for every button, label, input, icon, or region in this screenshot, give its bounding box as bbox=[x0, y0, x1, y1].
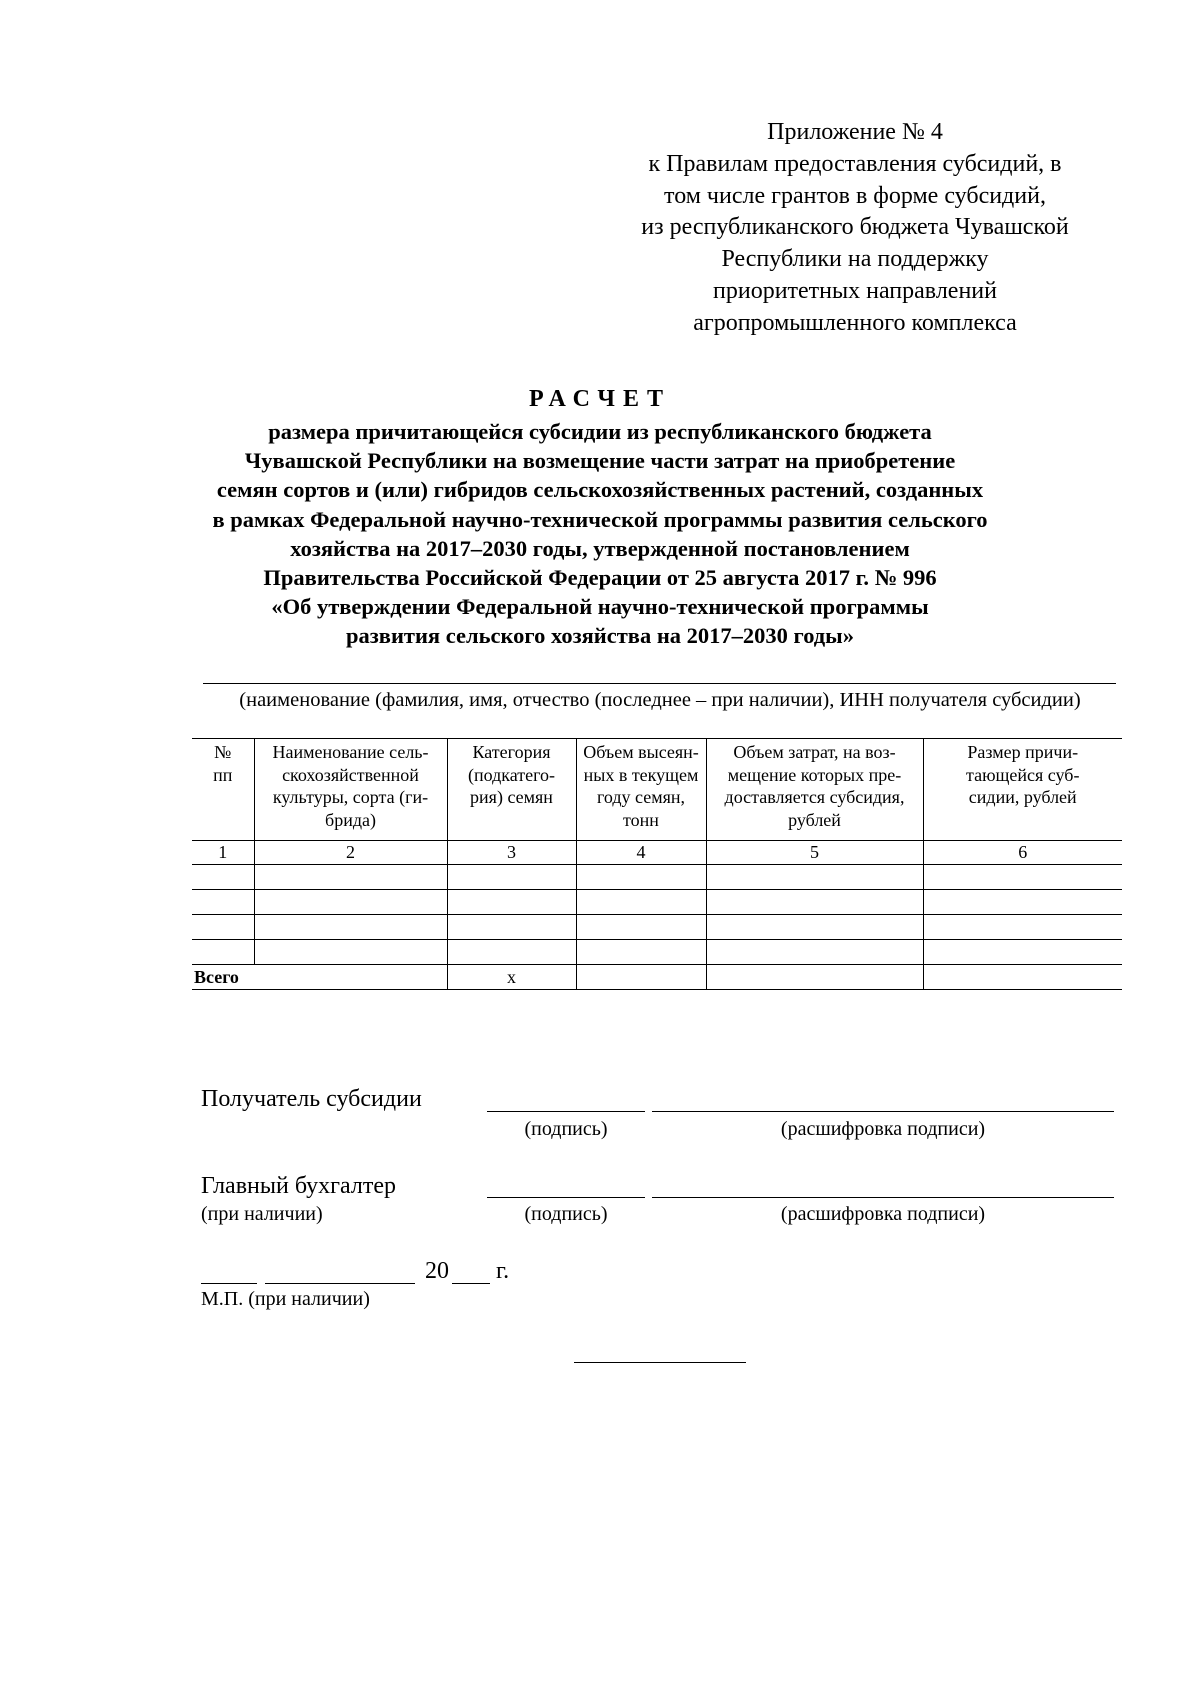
subtitle-line: семян сортов и (или) гибридов сельскохозяйственных растений, созданных bbox=[216, 477, 984, 503]
recipient-signature-caption: (подпись) bbox=[524, 1118, 608, 1140]
table-cell[interactable] bbox=[923, 890, 1122, 915]
accountant-note: (при наличии) bbox=[201, 1203, 323, 1225]
table-cell[interactable] bbox=[706, 865, 923, 890]
recipient-name-caption: (наименование (фамилия, имя, отчество (последнее – при наличии), ИНН получателя субсидии) bbox=[239, 689, 1081, 711]
subtitle-line: размера причитающейся субсидии из республиканского бюджета bbox=[268, 419, 932, 444]
table-cell[interactable] bbox=[706, 890, 923, 915]
table-cell[interactable] bbox=[923, 940, 1122, 965]
table-cell[interactable] bbox=[447, 940, 576, 965]
subtitle-line: развития сельского хозяйства на 2017–2030 годы» bbox=[346, 623, 854, 649]
table-row bbox=[192, 915, 1122, 940]
total-subsidy-cell[interactable] bbox=[923, 965, 1122, 990]
column-number: 3 bbox=[447, 841, 576, 865]
accountant-signature-caption: (подпись) bbox=[524, 1203, 608, 1225]
recipient-decoding-field[interactable] bbox=[652, 1111, 1114, 1112]
table-cell[interactable] bbox=[923, 865, 1122, 890]
accountant-decoding-caption: (расшифровка подписи) bbox=[780, 1203, 986, 1225]
table-cell[interactable] bbox=[447, 865, 576, 890]
table-cell[interactable] bbox=[706, 915, 923, 940]
subtitle-line: хозяйства на 2017–2030 годы, утвержденной постановлением bbox=[290, 535, 910, 561]
subtitle-line: «Об утверждении Федеральной научно-технической программы bbox=[271, 594, 929, 620]
appendix-line: к Правилам предоставления субсидий, в bbox=[648, 150, 1062, 177]
accountant-label: Главный бухгалтер bbox=[201, 1173, 396, 1199]
table-cell[interactable] bbox=[192, 915, 254, 940]
total-row bbox=[192, 965, 1122, 990]
appendix-line: том числе грантов в форме субсидий, bbox=[664, 182, 1046, 209]
accountant-decoding-field[interactable] bbox=[652, 1197, 1114, 1198]
date-month-field[interactable] bbox=[265, 1283, 415, 1284]
column-header-subsidy-amount: Размер причи- тающейся суб- сидии, рублей bbox=[923, 739, 1122, 841]
appendix-line: Республики на поддержку bbox=[721, 246, 989, 273]
subtitle-line: в рамках Федеральной научно-технической программы развития сельского bbox=[212, 506, 988, 532]
recipient-name-field[interactable] bbox=[203, 683, 1116, 684]
subtitle-line: Чувашской Республики на возмещение части затрат на приобретение bbox=[244, 448, 956, 474]
column-number: 6 bbox=[923, 841, 1122, 865]
table-cell[interactable] bbox=[576, 865, 706, 890]
subtitle-line: Правительства Российской Федерации от 25 августа 2017 г. № 996 bbox=[263, 565, 937, 591]
date-year-suffix: г. bbox=[496, 1258, 510, 1284]
column-number-row bbox=[192, 841, 1122, 865]
closing-separator bbox=[574, 1362, 746, 1363]
table-cell[interactable] bbox=[254, 940, 447, 965]
table-cell[interactable] bbox=[192, 865, 254, 890]
recipient-signature-field[interactable] bbox=[487, 1111, 645, 1112]
table-cell[interactable] bbox=[254, 865, 447, 890]
total-label: Всего bbox=[192, 965, 447, 990]
accountant-signature-field[interactable] bbox=[487, 1197, 645, 1198]
date-day-field[interactable] bbox=[201, 1283, 257, 1284]
appendix-line: из республиканского бюджета Чувашской bbox=[641, 214, 1069, 241]
table-row bbox=[192, 865, 1122, 890]
table-row bbox=[192, 940, 1122, 965]
total-seed-volume-cell[interactable] bbox=[576, 965, 706, 990]
recipient-decoding-caption: (расшифровка подписи) bbox=[780, 1118, 986, 1140]
document-subtitle bbox=[160, 417, 1040, 651]
table-cell[interactable] bbox=[706, 940, 923, 965]
table-cell[interactable] bbox=[576, 890, 706, 915]
column-header-seed-volume: Объем высеян- ных в текущем году семян, тонн bbox=[576, 739, 706, 841]
date-year-prefix: 20 bbox=[425, 1258, 449, 1284]
appendix-line: приоритетных направлений bbox=[713, 277, 997, 304]
column-number: 5 bbox=[706, 841, 923, 865]
appendix-reference bbox=[620, 117, 1090, 340]
table-cell[interactable] bbox=[192, 890, 254, 915]
table-cell[interactable] bbox=[192, 940, 254, 965]
table-header-row bbox=[192, 739, 1122, 841]
table-cell[interactable] bbox=[576, 940, 706, 965]
column-number: 4 bbox=[576, 841, 706, 865]
table-cell[interactable] bbox=[254, 915, 447, 940]
appendix-line: Приложение № 4 bbox=[767, 119, 943, 145]
total-costs-cell[interactable] bbox=[706, 965, 923, 990]
table-cell[interactable] bbox=[576, 915, 706, 940]
stamp-note: М.П. (при наличии) bbox=[201, 1288, 370, 1310]
appendix-line: агропромышленного комплекса bbox=[693, 309, 1017, 336]
total-category-mark: x bbox=[447, 965, 576, 990]
table-cell[interactable] bbox=[923, 915, 1122, 940]
document-title: РАСЧЕТ bbox=[528, 386, 672, 412]
column-header-seed-category: Категория (подкатего- рия) семян bbox=[447, 739, 576, 841]
column-header-number: № пп bbox=[192, 739, 254, 841]
recipient-label: Получатель субсидии bbox=[201, 1086, 422, 1112]
table-cell[interactable] bbox=[447, 915, 576, 940]
date-year-field[interactable] bbox=[452, 1283, 490, 1284]
calculation-table bbox=[192, 738, 1122, 990]
column-number: 2 bbox=[254, 841, 447, 865]
table-cell[interactable] bbox=[447, 890, 576, 915]
table-cell[interactable] bbox=[254, 890, 447, 915]
column-header-costs: Объем затрат, на воз- мещение которых пре- доставляется субсидия, рублей bbox=[706, 739, 923, 841]
column-number: 1 bbox=[192, 841, 254, 865]
table-row bbox=[192, 890, 1122, 915]
column-header-crop-name: Наименование сель- скохозяйственной культуры, сорта (ги- брида) bbox=[254, 739, 447, 841]
